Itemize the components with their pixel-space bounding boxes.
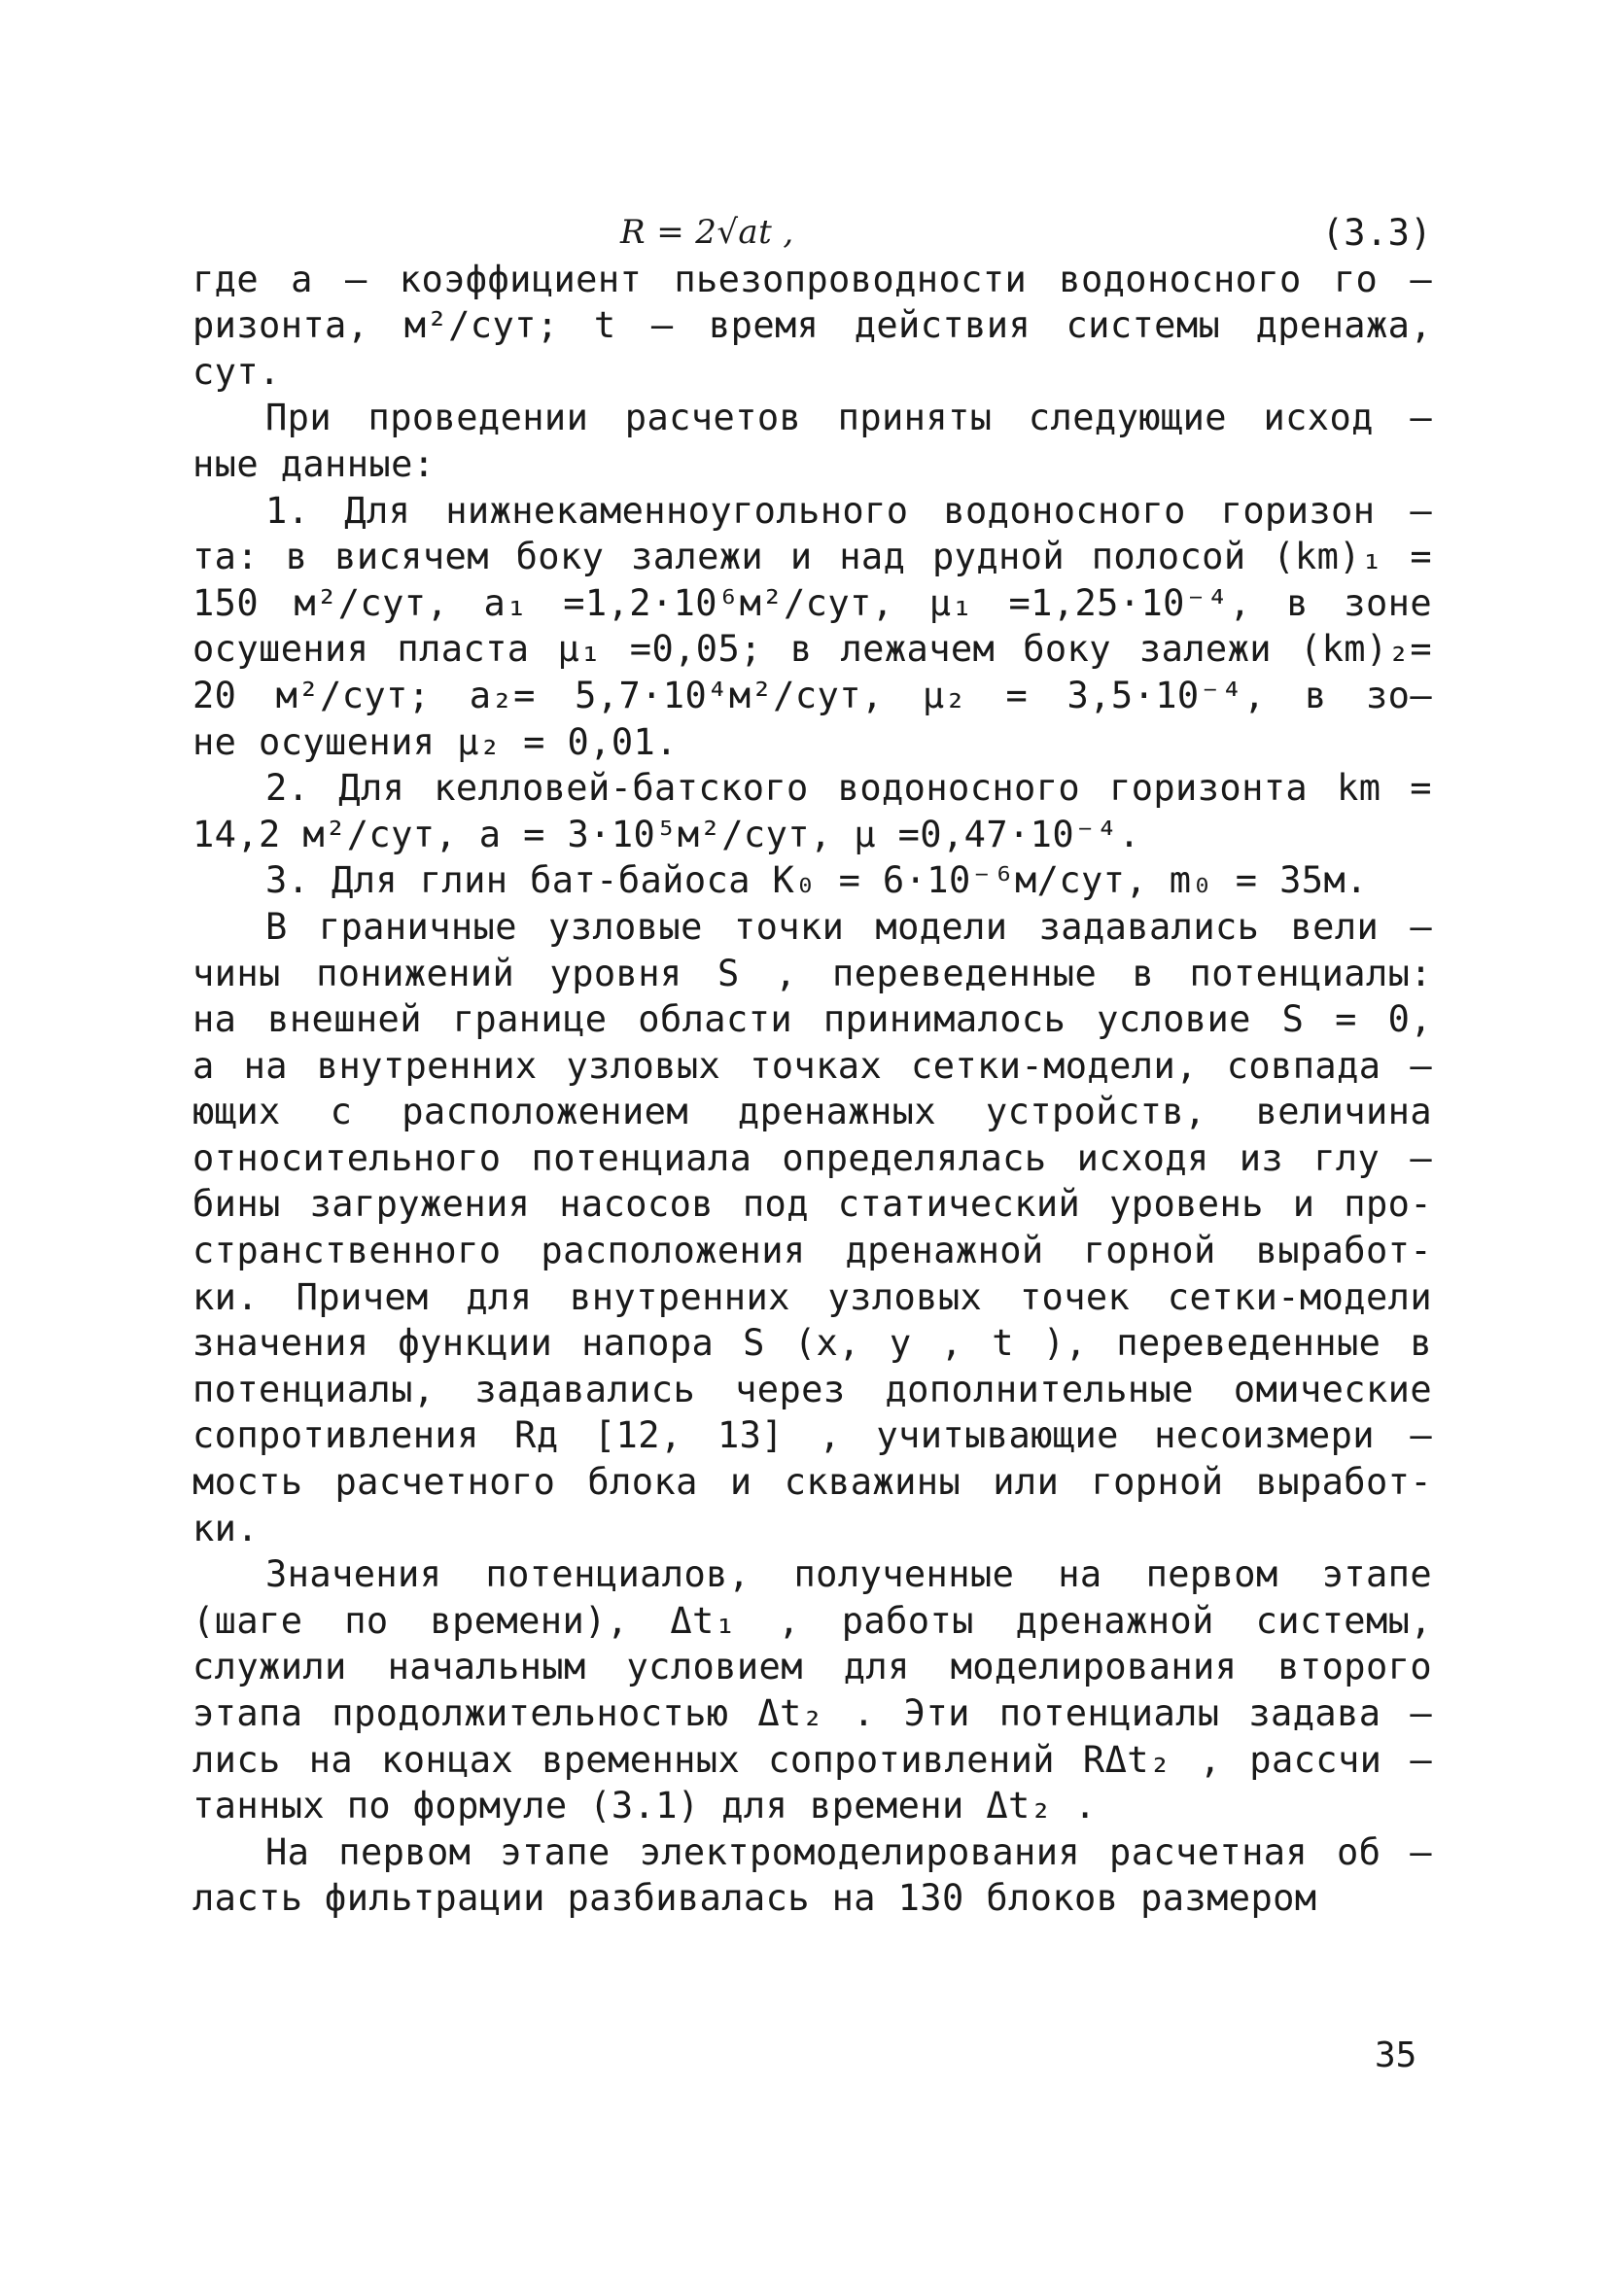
text-line: осушения пласта μ₁ =0,05; в лежачем боку залежи (km)₂= [192, 628, 1432, 671]
text-line: На первом этапе электромоделирования расчетная об – [265, 1830, 1432, 1873]
text-line: чины понижений уровня S , переведенные в потенциалы: [192, 952, 1432, 994]
text-line: В граничные узловые точки модели задавались вели – [265, 905, 1432, 948]
paragraph-first-stage [192, 1829, 1432, 1922]
text-line: бины загружения насосов под статический уровень и про- [192, 1183, 1432, 1226]
text-line: Значения потенциалов, полученные на первом этапе [265, 1553, 1432, 1596]
page-number: 35 [1375, 2035, 1417, 2075]
equation-number: (3.3) [1321, 212, 1432, 254]
text-line: не осушения μ₂ = 0,01. [192, 720, 678, 763]
text-line: 1. Для нижнекаменноугольного водоносного горизон – [265, 489, 1432, 532]
paragraph-item-3 [192, 857, 1432, 904]
text-line: ки. [192, 1507, 260, 1549]
text-line: При проведении расчетов приняты следующие исход – [265, 397, 1432, 439]
paragraph-item-1 [192, 488, 1432, 766]
text-line: значения функции напора S (x, y , t ), переведенные в [192, 1322, 1432, 1365]
text-line: ласть фильтрации разбивалась на 130 блоков размером [192, 1877, 1317, 1920]
text-line: ные данные: [192, 442, 436, 485]
text-line: странственного расположения дренажной горной выработ- [192, 1230, 1432, 1272]
text-line: этапа продолжительностью Δt₂ . Эти потенциалы задава – [192, 1692, 1432, 1734]
text-line: 150 м²/сут, a₁ =1,2·10⁶м²/сут, μ₁ =1,25·10⁻⁴, в зоне [192, 581, 1432, 624]
text-line: ризонта, м²/сут; t – время действия системы дренажа, [192, 304, 1432, 347]
text-line: лись на концах временных сопротивлений RΔt₂ , рассчи – [192, 1738, 1432, 1781]
page-body [192, 210, 1432, 1922]
text-line: 14,2 м²/сут, a = 3·10⁵м²/сут, μ =0,47·10⁻⁴. [192, 813, 1141, 855]
formula-r: R = 2√at , [620, 213, 794, 252]
text-line: 20 м²/сут; a₂= 5,7·10⁴м²/сут, μ₂ = 3,5·10⁻⁴, в зо– [192, 674, 1432, 716]
text-line: (шаге по времени), Δt₁ , работы дренажной системы, [192, 1599, 1432, 1642]
text-line: ющих с расположением дренажных устройств, величина [192, 1091, 1432, 1133]
paragraph-initial-data [192, 395, 1432, 487]
paragraph-definitions [192, 257, 1432, 396]
text-line: 3. Для глин бат-байоса K₀ = 6·10⁻⁶м/сут, m₀ = 35м. [265, 859, 1368, 902]
paragraph-potentials [192, 1551, 1432, 1829]
text-line: где a – коэффициент пьезопроводности водоносного го – [192, 258, 1432, 300]
text-line: сут. [192, 350, 281, 393]
paragraphs [192, 257, 1432, 1922]
paragraph-boundary-nodes [192, 904, 1432, 1551]
text-line: сопротивления Rд [12, 13] , учитывающие несоизмери – [192, 1414, 1432, 1457]
text-line: на внешней границе области принималось условие S = 0, [192, 998, 1432, 1041]
text-line: относительного потенциала определялась исходя из глу – [192, 1136, 1432, 1179]
text-line: танных по формуле (3.1) для времени Δt₂ . [192, 1785, 1097, 1827]
text-line: а на внутренних узловых точках сетки-модели, совпада – [192, 1044, 1432, 1087]
text-line: ки. Причем для внутренних узловых точек сетки-модели [192, 1275, 1432, 1318]
text-line: мость расчетного блока и скважины или горной выработ- [192, 1461, 1432, 1504]
formula-line [192, 210, 1432, 257]
text-line: та: в висячем боку залежи и над рудной полосой (km)₁ = [192, 536, 1432, 578]
paragraph-item-2 [192, 765, 1432, 857]
text-line: 2. Для келловей-батского водоносного горизонта km = [265, 767, 1432, 810]
text-line: служили начальным условием для моделирования второго [192, 1646, 1432, 1688]
text-line: потенциалы, задавались через дополнительные омические [192, 1368, 1432, 1410]
